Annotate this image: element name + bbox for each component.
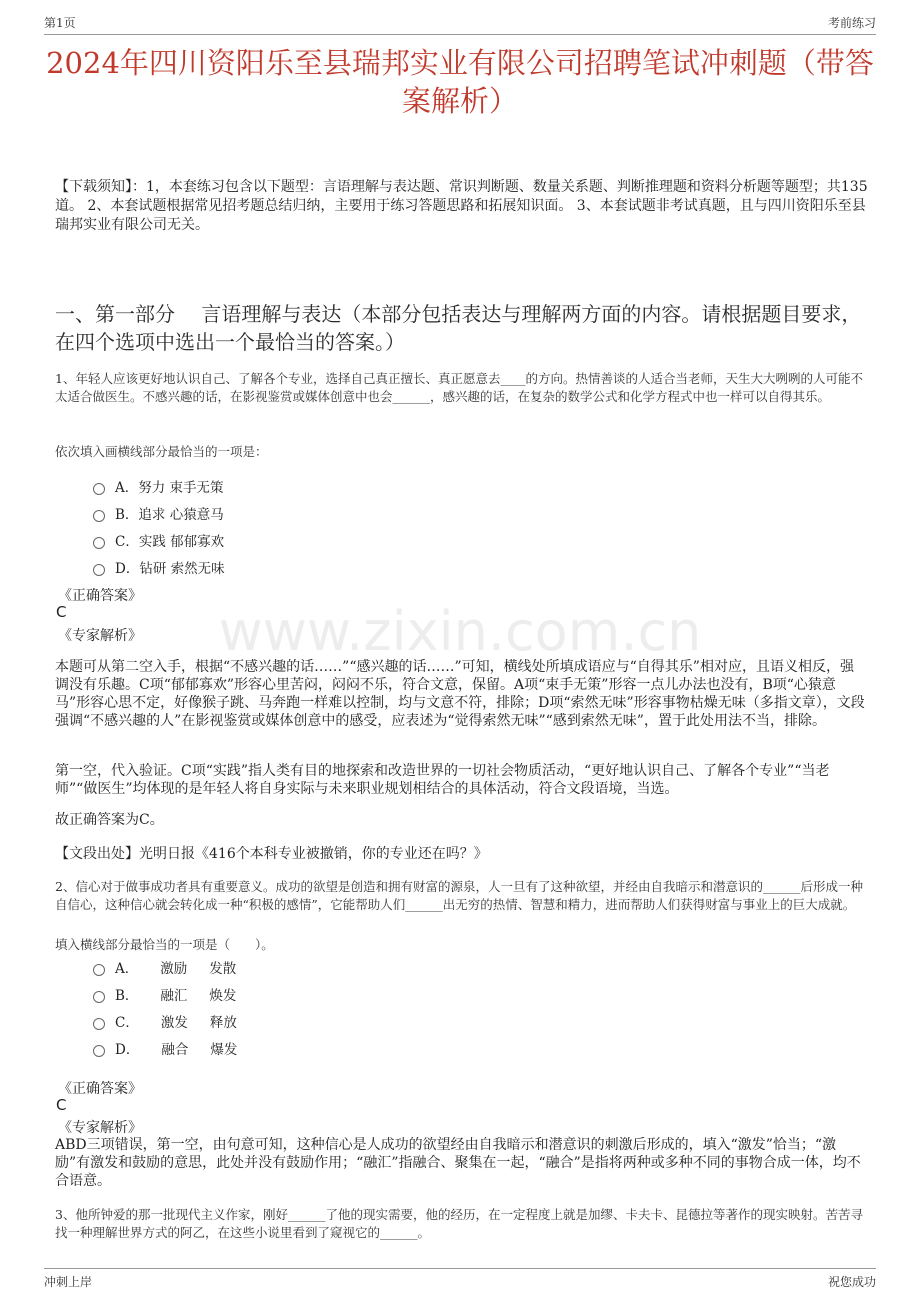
radio-icon[interactable]	[93, 510, 105, 522]
q1-answer: C	[56, 603, 67, 621]
q2-option-c[interactable]: C． 激发 释放	[93, 1011, 237, 1031]
page-footer	[44, 1268, 876, 1293]
document-title: 2024年四川资阳乐至县瑞邦实业有限公司招聘笔试冲刺题（带答案解析）	[46, 46, 874, 118]
header-tag: 考前练习	[827, 16, 876, 30]
footer-right: 祝您成功	[827, 1275, 876, 1289]
q1-option-b[interactable]: B． 追求 心猿意马	[93, 503, 224, 523]
radio-icon[interactable]	[93, 564, 105, 576]
download-notice: 【下载须知】：1，本套练习包含以下题型：言语理解与表达题、常识判断题、数量关系题、判断推理题和资料分析题等题型；共135道。 2、本套试题根据常见招考题总结归纳，主要用于练习答题思路和拓展知识面。 3、本套试题非考试真题，且与四川资阳乐至县瑞邦实业有限公司无关。	[55, 179, 868, 233]
section-heading: 一、第一部分 言语理解与表达（本部分包括表达与理解两方面的内容。请根据题目要求，在四个选项中选出一个最恰当的答案。）	[55, 302, 862, 354]
q1-option-d[interactable]: D． 钻研 索然无味	[93, 557, 225, 577]
q1-conclusion: 故正确答案为C。	[55, 812, 164, 828]
page-number: 第1页	[44, 16, 76, 30]
radio-icon[interactable]	[93, 1045, 105, 1057]
q2-answer-label: 《正确答案》	[58, 1081, 142, 1097]
footer-left: 冲刺上岸	[44, 1275, 93, 1289]
q1-analysis-1: 本题可从第二空入手，根据“不感兴趣的话……”“感兴趣的话……”可知，横线处所填成语应与“自得其乐”相对应，且语义相反，强调没有乐趣。C项“郁郁寡欢”形容心里苦闷，闷闷不乐，符合文意，保留。A项“束手无策”形容一点儿办法也没有，B项“心猿意马”形容心思不定，好像猴子跳、马奔跑一样难以控制，均与文意不符，排除；D项“索然无味”形容事物枯燥无味（多指文章），文段强调“不感兴趣的人”在影视鉴赏或媒体创意中的感受，应表述为“觉得索然无味”“感到索然无味”，置于此处用法不当，排除。	[55, 659, 865, 729]
q1-source: 【文段出处】光明日报《416个本科专业被撤销，你的专业还在吗？》	[55, 846, 488, 862]
q2-option-d[interactable]: D． 融合 爆发	[93, 1038, 237, 1058]
q2-analysis: ABD三项错误，第一空，由句意可知，这种信心是人成功的欲望经由自我暗示和潜意识的刺激后形成的，填入“激发”恰当；“激励”有激发和鼓励的意思，此处并没有鼓励作用；“融汇”指融合、聚集在一起，“融合”是指将两种或多种不同的事物合成一体，均不合语意。	[55, 1137, 861, 1189]
q2-expert-label: 《专家解析》	[58, 1120, 142, 1136]
question-2-text: 2、信心对于做事成功者具有重要意义。成功的欲望是创造和拥有财富的源泉，人一旦有了这种欲望，并经由自我暗示和潜意识的______后形成一种自信心，这种信心就会转化成一种“积极的感情”，它能帮助人们______出无穷的热情、智慧和精力，进而帮助人们获得财富与事业上的巨大成就。	[55, 879, 863, 912]
watermark: www.zixin.com.cn	[218, 600, 702, 663]
q2-option-a[interactable]: A． 激励 发散	[93, 957, 236, 977]
q1-answer-label: 《正确答案》	[58, 588, 142, 604]
question-2-prompt: 填入横线部分最恰当的一项是（ ）。	[55, 937, 274, 952]
radio-icon[interactable]	[93, 537, 105, 549]
radio-icon[interactable]	[93, 991, 105, 1003]
radio-icon[interactable]	[93, 964, 105, 976]
question-1-prompt: 依次填入画横线部分最恰当的一项是：	[55, 444, 268, 459]
q1-expert-label: 《专家解析》	[58, 628, 142, 644]
radio-icon[interactable]	[93, 1018, 105, 1030]
q1-analysis-2: 第一空，代入验证。C项“实践”指人类有目的地探索和改造世界的一切社会物质活动，“更好地认识自己、了解各个专业”“当老师”“做医生”均体现的是年轻人将自身实际与未来职业规划相结合的具体活动，符合文段语境，当选。	[55, 763, 830, 797]
page-header	[44, 14, 876, 35]
question-1-text: 1、年轻人应该更好地认识自己、了解各个专业，选择自己真正擅长、真正愿意去____的方向。热情善谈的人适合当老师，天生大大咧咧的人可能不太适合做医生。不感兴趣的话，在影视鉴赏或媒体创意中也会______，感兴趣的话，在复杂的数学公式和化学方程式中也一样可以自得其乐。	[55, 371, 863, 404]
q2-option-b[interactable]: B． 融汇 焕发	[93, 984, 236, 1004]
q1-option-c[interactable]: C． 实践 郁郁寡欢	[93, 530, 224, 550]
q2-answer: C	[56, 1096, 67, 1114]
q1-option-a[interactable]: A． 努力 束手无策	[93, 476, 224, 496]
question-3-text: 3、他所钟爱的那一批现代主义作家，刚好______了他的现实需要，他的经历，在一定程度上就是加缪、卡夫卡、昆德拉等著作的现实映射。苦苦寻找一种理解世界方式的阿乙，在这些小说里看到了窥视它的______。	[55, 1207, 863, 1240]
radio-icon[interactable]	[93, 483, 105, 495]
